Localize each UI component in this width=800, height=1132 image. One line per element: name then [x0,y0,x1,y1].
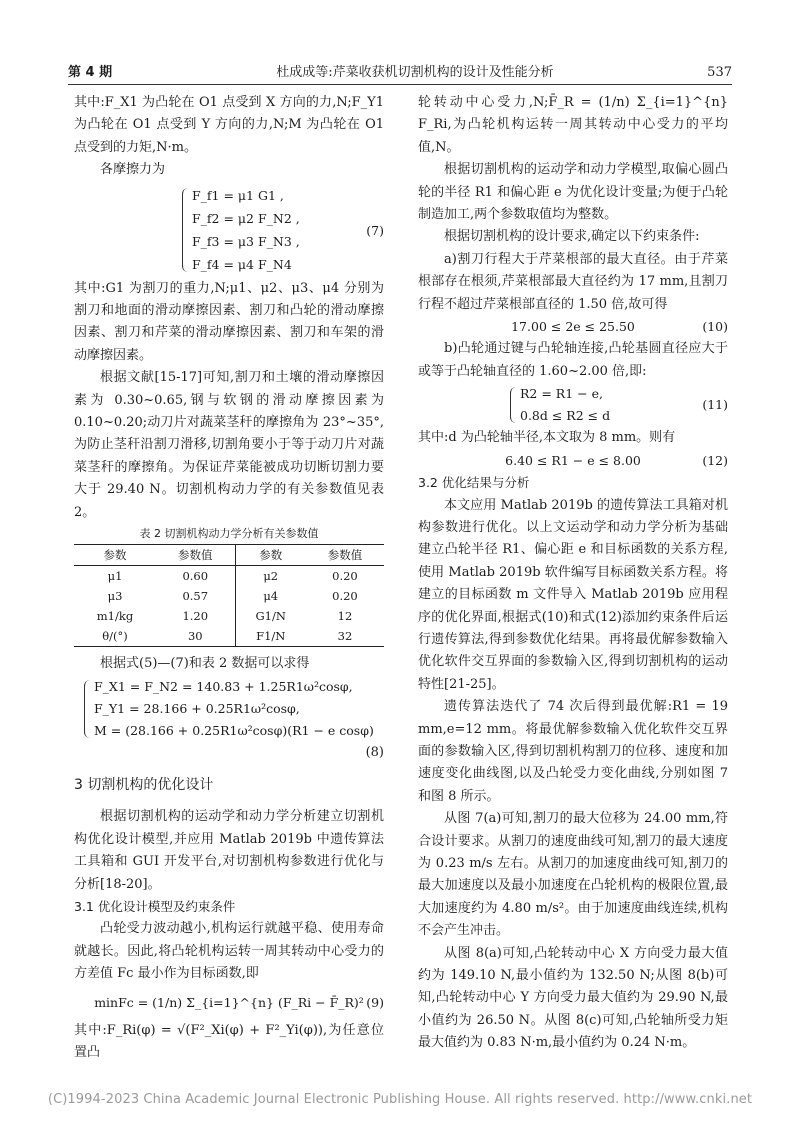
equation-11 [506,383,728,427]
equation-8 [80,676,384,742]
table-header: 参数值 [306,545,384,566]
table-row [74,606,384,626]
table-cell: 0.57 [156,586,235,606]
equation-number: (8) [365,744,384,760]
equation-10 [418,316,728,338]
page-number: 537 [707,65,732,80]
copyright-footer: (C)1994-2023 China Academic Journal Electronic Publishing House. All rights reserved. http://www.cnki.net [47,1092,753,1107]
paragraph-fig8: 从图 8(a)可知,凸轮转动中心 X 方向受力最大值约为 149.10 N,最小值约为 132.50 N;从图 8(b)可知,凸轮转动中心 Y 方向受力最大值约为 29.90 N,最小值约为 26.50 N。从图 8(c)可知,凸轮轴所受力矩最大值约为 0.83 N·m,最小值约为 0.24 N·m。 [418,945,728,1051]
paragraph-eq11-explain: 其中:d 为凸轮轴半径,本文取为 8 mm。则有 [418,430,676,446]
table-cell: 12 [337,609,353,624]
paragraph-continue: 轮转动中心受力,N;F̄_R = (1/n) Σ_{i=1}^{n} F_Ri,为凸轮机构运转一周其转动中心受力的平均值,N。 [418,95,728,155]
equation-12 [418,450,728,472]
table-cell: G1/N [255,609,286,624]
table-cell: μ2 [263,569,279,584]
parameter-table [74,544,384,647]
equation-12-body: 6.40 ≤ R1 − e ≤ 8.00 [505,452,641,468]
paragraph-fig7: 从图 7(a)可知,割刀的最大位移为 24.00 mm,符合设计要求。从割刀的速度曲线可知,割刀的最大速度为 0.23 m/s 左右。从割刀的加速度曲线可知,割刀的最大加速度以及最小加速度在凸轮机构的极限位置,最大加速度约为 4.80 m/s²。由于加速度曲线连续,机构不会产生冲击。 [418,811,728,939]
equation-number: (11) [702,397,728,413]
right-column [418,92,728,1055]
table-row [74,586,384,606]
equation-7 [178,184,384,276]
table-cell: 0.20 [332,569,358,584]
paragraph-eq9-explain: 其中:F_Ri(φ) = √(F²_Xi(φ) + F²_Yi(φ)),为任意位置凸 [74,1022,384,1061]
table-cell: 0.20 [332,589,358,604]
paragraph-intro: 其中:F_X1 为凸轮在 O1 点受到 X 方向的力,N;F_Y1 为凸轮在 O1 点受到 Y 方向的力,N;M 为凸轮在 O1 点受到的力矩,N·m。 [74,95,384,155]
paragraph-literature: 根据文献[15-17]可知,割刀和土壤的滑动摩擦因素为 0.30~0.65,钢与软钢的滑动摩擦因素为 0.10~0.20;动刀片对蔬菜茎秆的摩擦角为 23°~35°,为防止茎秆沿割刀滑移,切割角要小于等于动刀片对蔬菜茎秆的摩擦角。为保证芹菜能被成功切断切割力要大于 29.40 N。切割机构动力学的有关参数值见表 2。 [74,370,384,520]
paragraph-objective: 凸轮受力波动越小,机构运行就越平稳、使用寿命就越长。因此,将凸轮机构运转一周其转动中心受力的方差值 Fc 最小作为目标函数,即 [74,921,384,982]
subsection-title: 3.1 优化设计模型及约束条件 [74,898,236,914]
equation-8-line: M = (28.166 + 0.25R1ω²cosφ)(R1 − e cosφ) [94,722,374,738]
table-row [74,626,384,647]
paragraph-constraints-intro: 根据切割机构的设计要求,确定以下约束条件: [444,229,700,245]
equation-number: (7) [366,222,384,238]
table-header: 参数 [74,545,156,566]
table-caption: 表 2 切割机构动力学分析有关参数值 [139,527,319,541]
equation-8-line: F_X1 = F_N2 = 140.83 + 1.25R1ω²cosφ, [94,678,353,694]
equation-9 [74,992,384,1014]
table-cell: μ4 [263,589,279,604]
paragraph-constraint-b: b)凸轮通过键与凸轮轴连接,凸轮基圆直径应大于或等于凸轮轴直径的 1.60~2.00 倍,即: [418,341,728,379]
table-cell: 0.60 [156,566,235,587]
subsection-title: 3.2 优化结果与分析 [418,475,530,491]
table-cell: μ3 [107,589,123,604]
table-cell: m1/kg [96,609,134,624]
equation-8-line: F_Y1 = 28.166 + 0.25R1ω²cosφ, [94,700,300,716]
running-title: 杜成成等:芹菜收获机切割机构的设计及性能分析 [276,65,554,80]
equation-7-line: F_f1 = μ1 G1 , [192,187,284,203]
table-cell: μ1 [107,569,123,584]
paragraph-section3: 根据切割机构的运动学和动力学分析建立切割机构优化设计模型,并应用 Matlab 2019b 中遗传算法工具箱和 GUI 开发平台,对切割机构参数进行优化与分析[18-20]。 [74,809,384,892]
paragraph-variables: 根据切割机构的运动学和动力学模型,取偏心圆凸轮的半径 R1 和偏心距 e 为优化设计变量;为便于凸轮制造加工,两个参数取值均为整数。 [418,162,728,223]
equation-number: (10) [702,319,728,335]
table-cell: 32 [306,626,384,647]
table-header: 参数 [235,545,306,566]
equation-11-line: 0.8d ≤ R2 ≤ d [520,408,611,424]
table-cell: θ/(°) [74,626,156,647]
paragraph-result: 遗传算法迭代了 74 次后得到最优解:R1 = 19 mm,e=12 mm。将最优解参数输入优化软件交互界面的参数输入区,得到切割机构割刀的位移、速度和加速度变化曲线图,以及凸轮受力变化曲线,分别如图 7 和图 8 所示。 [418,699,728,804]
journal-issue: 第 4 期 [68,65,113,80]
table-cell: F1/N [235,626,306,647]
equation-10-body: 17.00 ≤ 2e ≤ 25.50 [511,319,635,335]
paragraph-eq8-intro: 根据式(5)—(7)和表 2 数据可以求得 [100,656,310,672]
table-cell: 30 [156,626,235,647]
table-cell: 1.20 [156,606,235,626]
paragraph-constraint-a: a)割刀行程大于芹菜根部的最大直径。由于芹菜根部存在根须,芹菜根部最大直径约为 17 mm,且割刀行程不超过芹菜根部直径的 1.50 倍,故可得 [418,251,728,312]
equation-7-line: F_f4 = μ4 F_N4 [192,256,292,272]
equation-7-line: F_f2 = μ2 F_N2 , [192,210,300,226]
table-row [74,566,384,587]
left-column [74,92,384,1065]
equation-number: (9) [366,994,384,1010]
equation-number: (12) [702,452,728,468]
equation-7-line: F_f3 = μ3 F_N3 , [192,233,300,249]
paragraph-ga: 本文应用 Matlab 2019b 的遗传算法工具箱对机构参数进行优化。以上文运动学和动力学分析为基础建立凸轮半径 R1、偏心距 e 和目标函数的关系方程,使用 Matlab 2019b 软件编写目标函数关系方程。将建立的目标函数 m 文件导入 Matlab 2019b 应用程序的优化界面,根据式(10)和式(12)添加约束条件后运行遗传算法,得到参数优化结果。再将最优解参数输入优化软件交互界面的参数输入区,得到切割机构的运动特性[21-25]。 [418,497,728,692]
equation-9-body: minFc = (1/n) Σ_{i=1}^{n} (F_Ri − F̄_R)² [94,994,364,1010]
section-title: 3 切割机构的优化设计 [74,776,214,793]
header-rule [68,84,732,85]
paragraph-friction-explain: 其中:G1 为割刀的重力,N;μ1、μ2、μ3、μ4 分别为割刀和地面的滑动摩擦因素、割刀和凸轮的滑动摩擦因素、割刀和芹菜的滑动摩擦因素、割刀和车架的滑动摩擦因素。 [74,280,384,363]
equation-11-line: R2 = R1 − e, [520,386,603,402]
paragraph-friction-intro: 各摩擦力为 [100,162,166,178]
table-header: 参数值 [156,545,235,566]
